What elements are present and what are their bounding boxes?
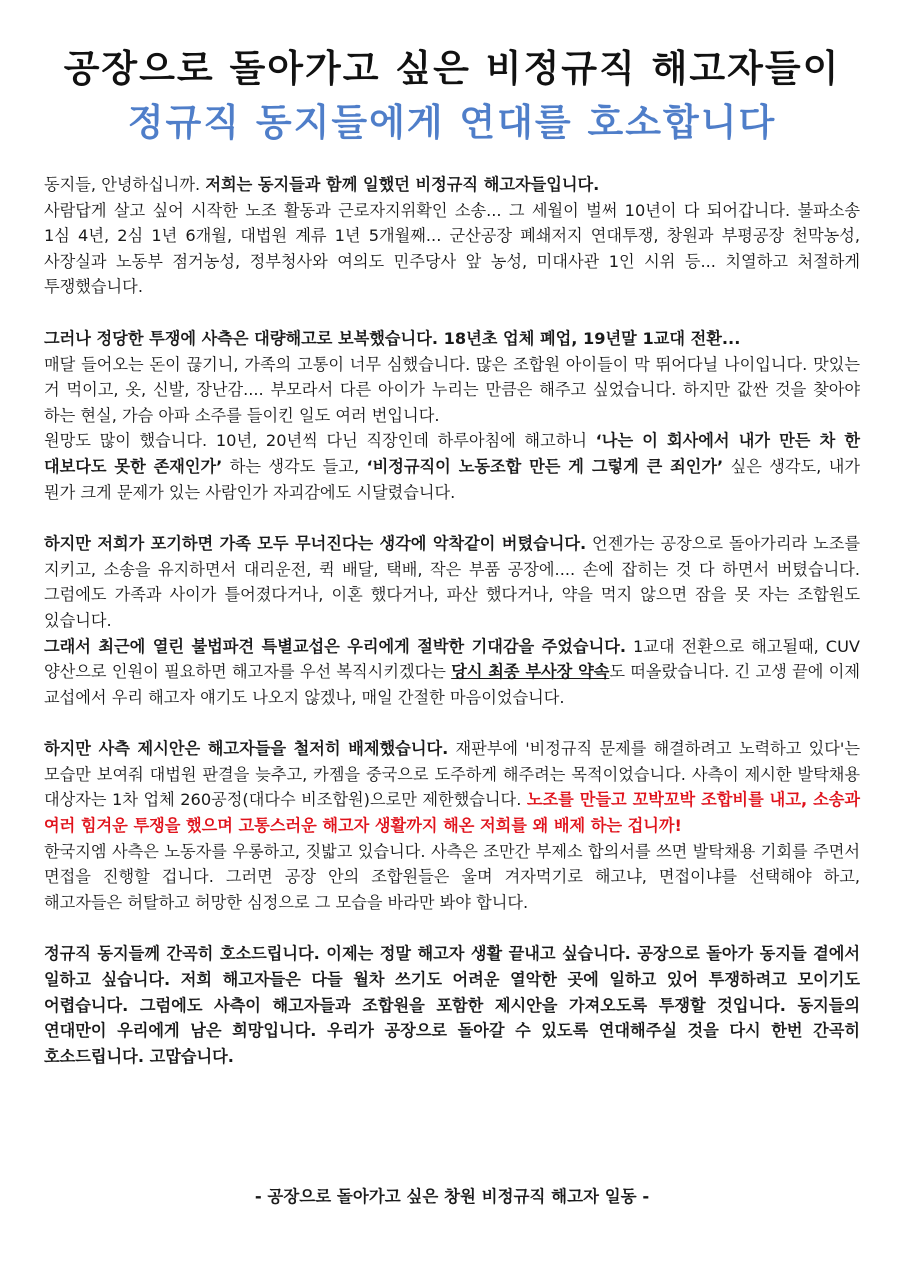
paragraph-gap xyxy=(44,710,860,736)
paragraph-history: 사람답게 살고 싶어 시작한 노조 활동과 근로자지위확인 소송... 그 세월이 벌써 10년이 다 되어갑니다. 불파소송 1심 4년, 2심 1년 6개월, 대법원 계류 1년 5개월째... 군산공장 폐쇄저지 연대투쟁, 창원과 부평공장 천막농성, 사장실과 노동부 점거농성, 정부청사와 여의도 민주당사 앞 농성, 미대사관 1인 시위 등... 치열하고 처절하게 투쟁했습니다. xyxy=(44,200,860,297)
paragraph-mockery: 한국지엠 사측은 노동자를 우롱하고, 짓밟고 있습니다. 사측은 조만간 부제소 합의서를 쓰면 발탁채용 기회를 주면서 면접을 진행할 겁니다. 그러면 공장 안의 조합원들은 울며 겨자먹기로 해고냐, 면접이냐를 선택해야 하고, 해고자들은 허탈하고 허망한 심정으로 그 모습을 바라만 봐야 합니다. xyxy=(44,841,860,912)
greeting-bold: 저희는 동지들과 함께 일했던 비정규직 해고자들입니다. xyxy=(205,175,600,194)
exclusion-bold: 하지만 사측 제시안은 해고자들을 철저히 배제했습니다. xyxy=(44,739,449,759)
resentment-text-1: 원망도 많이 했습니다. 10년, 20년씩 다닌 직장인데 하루아침에 해고하니 xyxy=(44,431,596,451)
headline-line-1: 공장으로 돌아가고 싶은 비정규직 해고자들이 xyxy=(63,47,841,90)
vice-president-promise: 당시 최종 부사장 약속 xyxy=(451,662,610,682)
headline-line-2: 정규직 동지들에게 연대를 호소합니다 xyxy=(127,101,777,144)
paragraph-appeal: 정규직 동지들께 간곡히 호소드립니다. 이제는 정말 해고자 생활 끝내고 싶습니다. 공장으로 돌아가 동지들 곁에서 일하고 싶습니다. 저희 해고자들은 다들 월차 쓰기도 어려운 열악한 곳에 일하고 있어 투쟁하려고 모이기도 어렵습니다. 그럼에도 사측이 해고자들과 조합원을 포함한 제시안을 가져오도록 투쟁할 것입니다. 동지들의 연대만이 우리에게 남은 희망입니다. 우리가 공장으로 돌아갈 수 있도록 연대해주실 것을 다시 한번 간곡히 호소드립니다. 고맙습니다. xyxy=(44,944,860,1066)
signature: - 공장으로 돌아가고 싶은 창원 비정규직 해고자 일동 - xyxy=(254,1187,650,1206)
resentment-quote-2: ‘비정규직이 노동조합 만든 게 그렇게 큰 죄인가’ xyxy=(366,456,724,476)
exclusion-red-emphasis: 노조를 만들고 꼬박꼬박 조합비를 내고, 소송과 여러 힘겨운 투쟁을 했으며 고통스러운 해고자 생활까지 해온 저희를 왜 배제 하는 겁니까! xyxy=(44,790,860,836)
hope-text-1: 1교대 전환으로 해고될때, CUV 양산으로 인원이 필요하면 해고자를 우선 복직시키겠다는 xyxy=(44,636,860,682)
resentment-text-3: 싶은 생각도, 내가 뭔가 크게 문제가 있는 사람인가 자괴감에도 시달렸습니다. xyxy=(44,456,860,502)
paragraph-endurance xyxy=(44,531,860,633)
resentment-quote-1: ‘나는 이 회사에서 내가 만든 차 한 대보다도 못한 존재인가’ xyxy=(44,431,861,476)
paragraph-retaliation-heading: 그러나 정당한 투쟁에 사측은 대량해고로 보복했습니다. 18년초 업체 폐업, 19년말 1교대 전환... xyxy=(44,328,741,348)
paragraph-family-pain: 매달 들어오는 돈이 끊기니, 가족의 고통이 너무 심했습니다. 많은 조합원 아이들이 막 뛰어다닐 나이입니다. 맛있는 거 먹이고, 옷, 신발, 장난감.... 부모라서 다른 아이가 누리는 만큼은 해주고 싶었습니다. 하지만 값싼 것을 찾아야 하는 현실, 가슴 아파 소주를 들이킨 일도 여러 번입니다. xyxy=(44,354,860,425)
paragraph-gap xyxy=(44,300,860,326)
paragraph-exclusion xyxy=(44,736,860,838)
endurance-text: 언젠가는 공장으로 돌아가리라 노조를 지키고, 소송을 유지하면서 대리운전, 퀵 배달, 택배, 작은 부품 공장에.... 손에 잡히는 것 다 하면서 버텼습니다. 그럼에도 가족과 사이가 틀어졌다거나, 이혼 했다거나, 파산 했다거나, 약을 먹지 않으면 잠을 못 자는 조합원도 있습니다. xyxy=(44,534,860,630)
greeting-text: 동지들, 안녕하십니까. xyxy=(44,175,206,194)
paragraph-gap xyxy=(44,915,860,941)
letter-body xyxy=(44,172,860,1069)
paragraph-resentment xyxy=(44,428,860,505)
endurance-bold: 하지만 저희가 포기하면 가족 모두 무너진다는 생각에 악착같이 버텼습니다. xyxy=(44,534,587,554)
paragraph-negotiation-hope xyxy=(44,634,860,711)
paragraph-gap xyxy=(44,505,860,531)
paragraph-greeting xyxy=(44,172,860,198)
resentment-text-2: 하는 생각도 들고, xyxy=(222,456,367,476)
exclusion-text: 재판부에 '비정규직 문제를 해결하려고 노력하고 있다'는 모습만 보여줘 대법원 판결을 늦추고, 카젬을 중국으로 도주하게 해주려는 목적이었습니다. 사측이 제시한 발탁채용 대상자는 1차 업체 260공정(대다수 비조합원)으로만 제한했습니다. xyxy=(44,739,860,810)
hope-text-2: 도 떠올랐습니다. 긴 고생 끝에 이제 교섭에서 우리 해고자 얘기도 나오지 않겠나, 매일 간절한 마음이었습니다. xyxy=(44,662,860,707)
hope-bold: 그래서 최근에 열린 불법파견 특별교섭은 우리에게 절박한 기대감을 주었습니다. xyxy=(44,636,626,656)
